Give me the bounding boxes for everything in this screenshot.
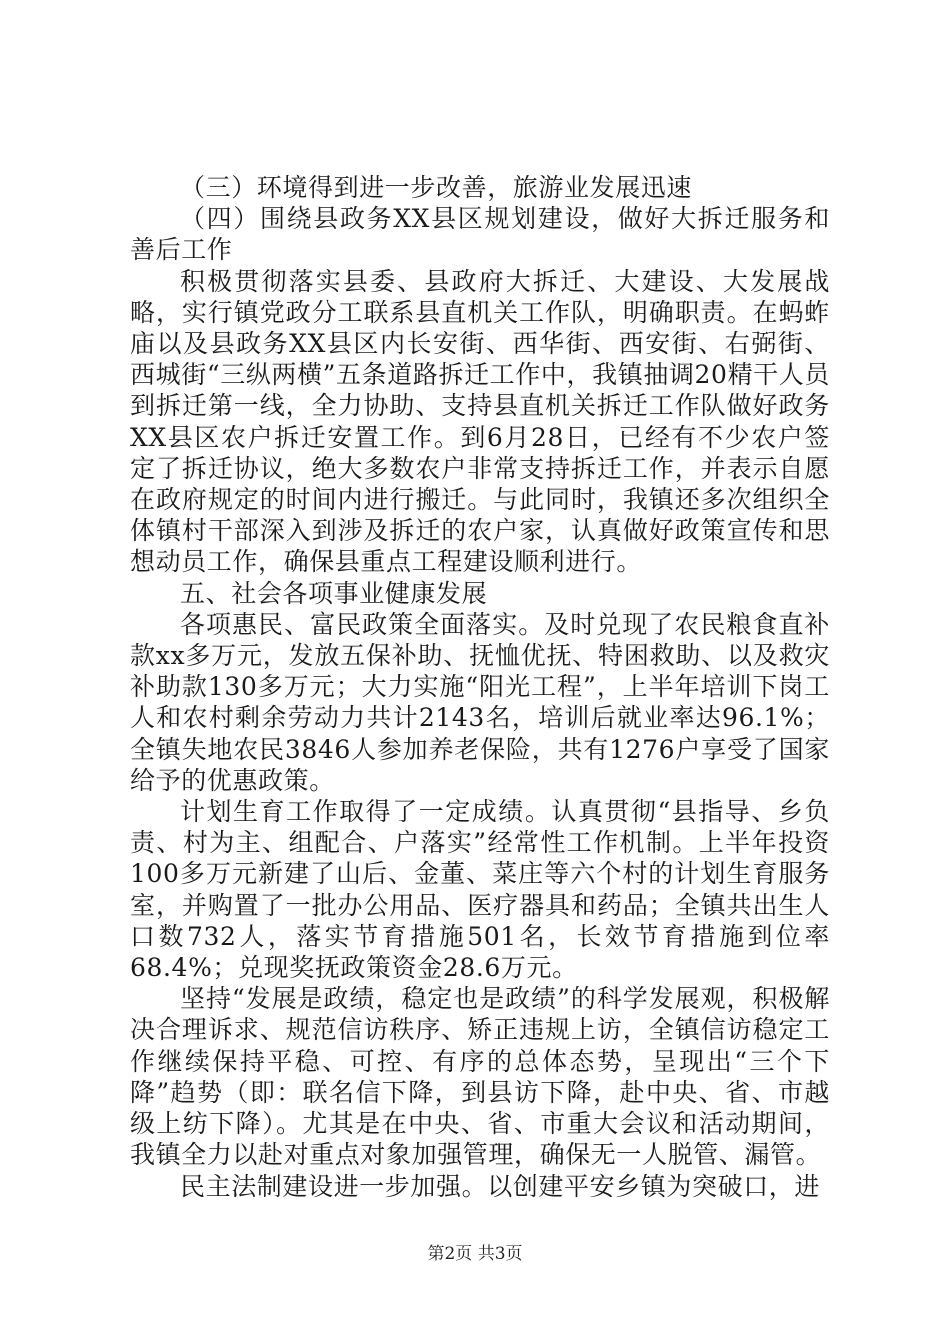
heading-environment: （三）环境得到进一步改善，旅游业发展迅速 [180,173,693,202]
paragraph-petition: 坚持“发展是政绩，稳定也是政绩”的科学发展观，积极解决合理诉求、规范信访秩序、矫正违规上访，全镇信访稳定工作继续保持平稳、可控、有序的总体态势，呈现出“三个下降”趋势（即：联名信下降，到县访下降，赴中央、省、市越级上纺下降）。尤其是在中央、省、市重大会议和活动期间，我镇全力以赴对重点对象加强管理，确保无一人脱管、漏管。 [130,984,830,1170]
paragraph-demolition: 积极贯彻落实县委、县政府大拆迁、大建设、大发展战略，实行镇党政分工联系县直机关工作队，明确职责。在蚂蚱庙以及县政务XX县区内长安街、西华街、西安街、右弼街、西城街“三纵两横”五条道路拆迁工作中，我镇抽调20精干人员到拆迁第一线，全力协助、支持县直机关拆迁工作队做好政务XX县区农户拆迁安置工作。到6月28日，已经有不少农户签定了拆迁协议，绝大多数农户非常支持拆迁工作，并表示自愿在政府规定的时间内进行搬迁。与此同时，我镇还多次组织全体镇村干部深入到涉及拆迁的农户家，认真做好政策宣传和思想动员工作，确保县重点工程建设顺利进行。 [130,266,830,577]
heading-social-development: 五、社会各项事业健康发展 [180,578,488,608]
document-body [130,172,830,1202]
page-number-footer: 第2页 共3页 [427,1244,523,1264]
paragraph-welfare: 各项惠民、富民政策全面落实。及时兑现了农民粮食直补款xx多万元，发放五保补助、抚恤优抚、特困救助、以及救灾补助款130多万元；大力实施“阳光工程”，上半年培训下岗工人和农村剩余劳动力共计2143名，培训后就业率达96.1%；全镇失地农民3846人参加养老保险，共有1276户享受了国家给予的优惠政策。 [130,609,830,795]
heading-demolition: （四）围绕县政务XX县区规划建设，做好大拆迁服务和善后工作 [130,204,830,265]
paragraph-legal: 民主法制建设进一步加强。以创建平安乡镇为突破口，进 [180,1171,821,1201]
paragraph-family-planning: 计划生育工作取得了一定成绩。认真贯彻“县指导、乡负责、村为主、组配合、户落实”经常性工作机制。上半年投资100多万元新建了山后、金董、菜庄等六个村的计划生育服务室，并购置了一批办公用品、医疗器具和药品；全镇共出生人口数732人，落实节育措施501名，长效节育措施到位率68.4%；兑现奖抚政策资金28.6万元。 [130,797,830,983]
